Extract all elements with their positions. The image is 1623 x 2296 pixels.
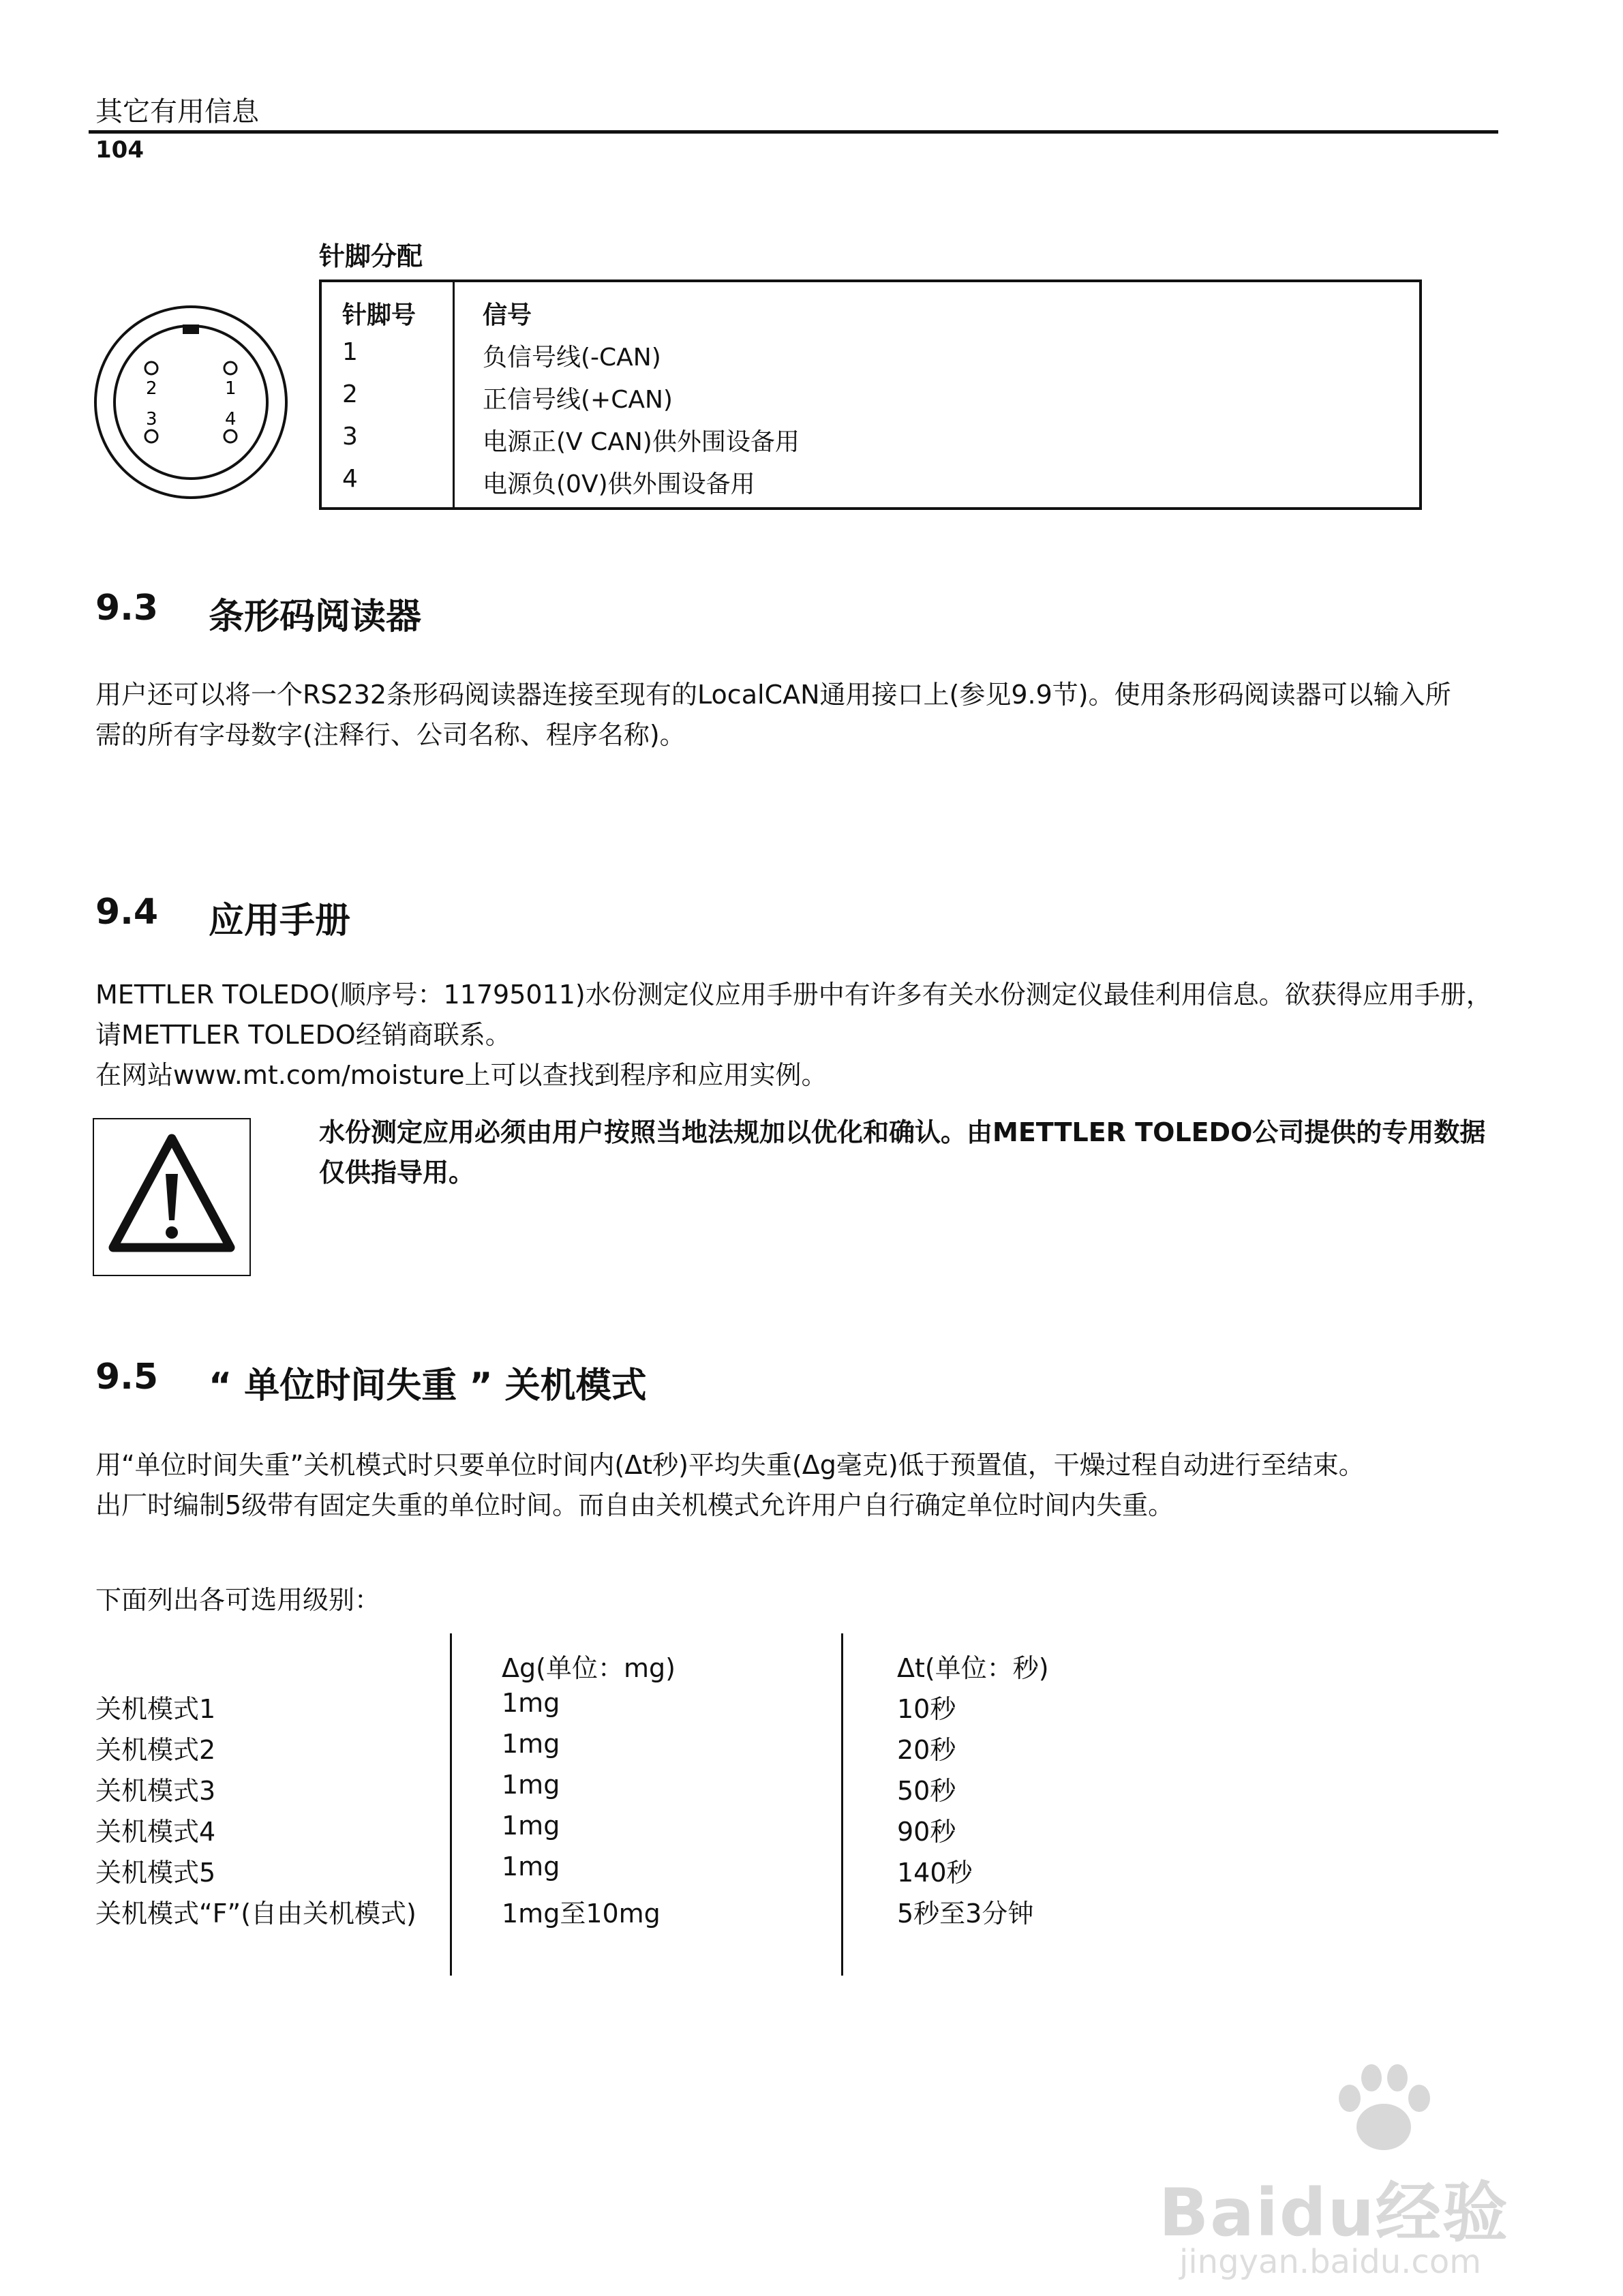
paragraph-line: 出厂时编制5级带有固定失重的单位时间。而自由关机模式允许用户自行确定单位时间内失重。 <box>95 1490 1174 1520</box>
connector-key-notch <box>183 324 199 334</box>
mode-delta-g: 1mg <box>502 1811 560 1841</box>
pin-number: 4 <box>342 465 358 493</box>
paragraph-line: 请METTLER TOLEDO经销商联系。 <box>95 1019 511 1050</box>
warning-line: 仅供指导用。 <box>319 1157 475 1188</box>
mode-delta-g: 1mg至10mg <box>502 1899 661 1929</box>
page-header-title: 其它有用信息 <box>95 96 259 127</box>
table-divider <box>453 282 455 507</box>
paragraph-line: METTLER TOLEDO(顺序号：11795011)水份测定仪应用手册中有许多有关水份测定仪最佳利用信息。欲获得应用手册， <box>95 980 1492 1010</box>
watermark <box>1159 2059 1541 2284</box>
mode-delta-g: 1mg <box>502 1852 560 1882</box>
pin-1-hole <box>224 362 237 374</box>
pin-number: 2 <box>342 380 358 408</box>
col-header-signal: 信号 <box>483 301 532 329</box>
table-divider <box>450 1633 452 1976</box>
warning-box <box>93 1118 251 1276</box>
mode-name: 关机模式4 <box>95 1817 216 1847</box>
list-intro: 下面列出各可选用级别： <box>95 1585 381 1615</box>
warning-line: 水份测定应用必须由用户按照当地法规加以优化和确认。由METTLER TOLEDO公司提供的专用数据 <box>319 1117 1486 1147</box>
col-header-pin: 针脚号 <box>342 301 416 329</box>
paragraph-line: 需的所有字母数字(注释行、公司名称、程序名称)。 <box>95 719 686 750</box>
section-number: 9.5 <box>95 1357 159 1398</box>
mode-delta-t: 90秒 <box>897 1817 956 1847</box>
pin-assignment-table <box>319 280 1422 510</box>
warning-text <box>319 1113 1505 1193</box>
mode-delta-t: 20秒 <box>897 1735 956 1765</box>
pin-label-3: 3 <box>146 409 157 429</box>
pin-3-hole <box>145 430 157 442</box>
section-number: 9.3 <box>95 588 159 629</box>
pin-label-2: 2 <box>146 378 157 399</box>
connector-outer-ring <box>95 307 286 498</box>
section-title: 应用手册 <box>209 901 351 941</box>
pin-number: 3 <box>342 423 358 451</box>
paragraph-line: 用“单位时间失重”关机模式时只要单位时间内(Δt秒)平均失重(Δg毫克)低于预置值，干燥过程自动进行至结束。 <box>95 1450 1365 1480</box>
section-number: 9.4 <box>95 892 159 933</box>
mode-delta-t: 140秒 <box>897 1858 973 1888</box>
paragraph-line: 用户还可以将一个RS232条形码阅读器连接至现有的LocalCAN通用接口上(参见9.9节)。使用条形码阅读器可以输入所 <box>95 680 1451 710</box>
connector-diagram <box>89 300 293 504</box>
mode-delta-g: 1mg <box>502 1688 560 1718</box>
pin-number: 1 <box>342 338 358 366</box>
mode-name: 关机模式3 <box>95 1776 216 1806</box>
page-number: 104 <box>95 136 144 164</box>
section-paragraph <box>95 675 1513 755</box>
watermark-url: jingyan.baidu.com <box>1179 2243 1481 2281</box>
section-paragraph <box>95 1445 1513 1526</box>
col-header-delta-t: Δt(单位：秒) <box>897 1653 1049 1683</box>
connector-inner-ring <box>115 326 267 479</box>
pin-label-1: 1 <box>225 378 237 399</box>
paw-icon <box>1329 2059 1438 2161</box>
paragraph-line: 在网站www.mt.com/moisture上可以查找到程序和应用实例。 <box>95 1059 828 1090</box>
watermark-brand: Baidu经验 <box>1159 2175 1509 2251</box>
header-rule <box>89 130 1498 134</box>
mode-name: 关机模式“F”(自由关机模式) <box>95 1899 416 1929</box>
mode-name: 关机模式1 <box>95 1694 216 1724</box>
mode-name: 关机模式5 <box>95 1858 216 1888</box>
mode-name: 关机模式2 <box>95 1735 216 1765</box>
table-divider <box>841 1633 843 1976</box>
pin-signal: 电源负(0V)供外围设备用 <box>483 470 755 498</box>
pin-label-4: 4 <box>225 409 237 429</box>
mode-delta-t: 50秒 <box>897 1776 956 1806</box>
pin-signal: 负信号线(-CAN) <box>483 344 661 372</box>
warning-icon <box>94 1119 249 1275</box>
section-title: 条形码阅读器 <box>209 596 422 637</box>
mode-delta-t: 5秒至3分钟 <box>897 1899 1034 1929</box>
mode-delta-g: 1mg <box>502 1770 560 1800</box>
mode-delta-g: 1mg <box>502 1729 560 1759</box>
pin-2-hole <box>145 362 157 374</box>
pin-signal: 电源正(V CAN)供外围设备用 <box>483 428 800 456</box>
section-title: “ 单位时间失重 ” 关机模式 <box>209 1365 647 1406</box>
pin-assignment-heading: 针脚分配 <box>319 241 423 271</box>
pin-signal: 正信号线(+CAN) <box>483 386 673 414</box>
col-header-delta-g: Δg(单位：mg) <box>502 1653 676 1683</box>
pin-4-hole <box>224 430 237 442</box>
section-paragraph <box>95 975 1513 1096</box>
mode-delta-t: 10秒 <box>897 1694 956 1724</box>
